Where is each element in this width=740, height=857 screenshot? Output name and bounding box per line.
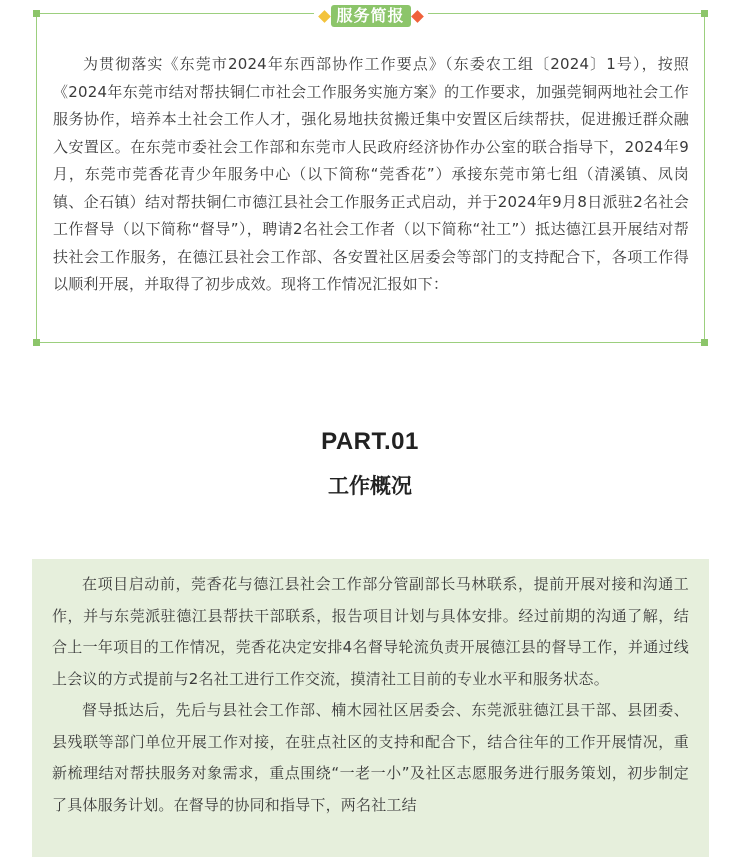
diamond-left-icon (318, 10, 331, 23)
part-number: PART.01 (321, 428, 419, 455)
overview-panel-body (52, 569, 689, 821)
overview-paragraph: 在项目启动前，莞香花与德江县社会工作部分管副部长马林联系，提前开展对接和沟通工作，并与东莞派驻德江县帮扶干部联系，报告项目计划与具体安排。经过前期的沟通了解，结合上一年项目的工作情况，莞香花决定安排4名督导轮流负责开展德江县的督导工作，并通过线上会议的方式提前与2名社工进行工作交流，摸清社工目前的专业水平和服务状态。 (52, 575, 689, 688)
frame-corner-bottom-left (33, 339, 40, 346)
section-title (325, 470, 415, 500)
intro-paragraph: 为贯彻落实《东莞市2024年东西部协作工作要点》（东委农工组〔2024〕1号），按照《2024年东莞市结对帮扶铜仁市社会工作服务实施方案》的工作要求，加强莞铜两地社会工作服务协作，培养本土社会工作人才，强化易地扶贫搬迁集中安置区后续帮扶，促进搬迁群众融入安置区。在东莞市委社会工作部和东莞市人民政府经济协作办公室的联合指导下，2024年9月，东莞市莞香花青少年服务中心（以下简称“莞香花”）承接东莞市第七组（清溪镇、凤岗镇、企石镇）结对帮扶铜仁市德江县社会工作服务正式启动，并于2024年9月8日派驻2名社会工作督导（以下简称“督导”），聘请2名社会工作者（以下简称“社工”）抵达德江县开展结对帮扶社会工作服务，在德江县社会工作部、各安置社区居委会等部门的支持配合下，各项工作得以顺利开展，并取得了初步成效。现将工作情况汇报如下： (53, 55, 689, 293)
section-title-underline (324, 497, 416, 509)
diamond-right-icon (411, 10, 424, 23)
badge-label: 服务简报 (330, 5, 410, 27)
service-brief-badge (313, 5, 427, 27)
section-heading (0, 470, 740, 500)
overview-panel (32, 559, 709, 857)
frame-corner-top-left (33, 10, 40, 17)
frame-corner-top-right (701, 10, 708, 17)
intro-frame (36, 6, 705, 343)
section-title-text: 工作概况 (328, 474, 412, 498)
overview-paragraph: 督导抵达后，先后与县社会工作部、楠木园社区居委会、东莞派驻德江县干部、县团委、县残联等部门单位开展工作对接，在驻点社区的支持和配合下，结合往年的工作开展情况，重新梳理结对帮扶服务对象需求，重点围绕“一老一小”及社区志愿服务进行服务策划，初步制定了具体服务计划。在督导的协同和指导下，两名社工结 (52, 701, 689, 814)
frame-corner-bottom-right (701, 339, 708, 346)
